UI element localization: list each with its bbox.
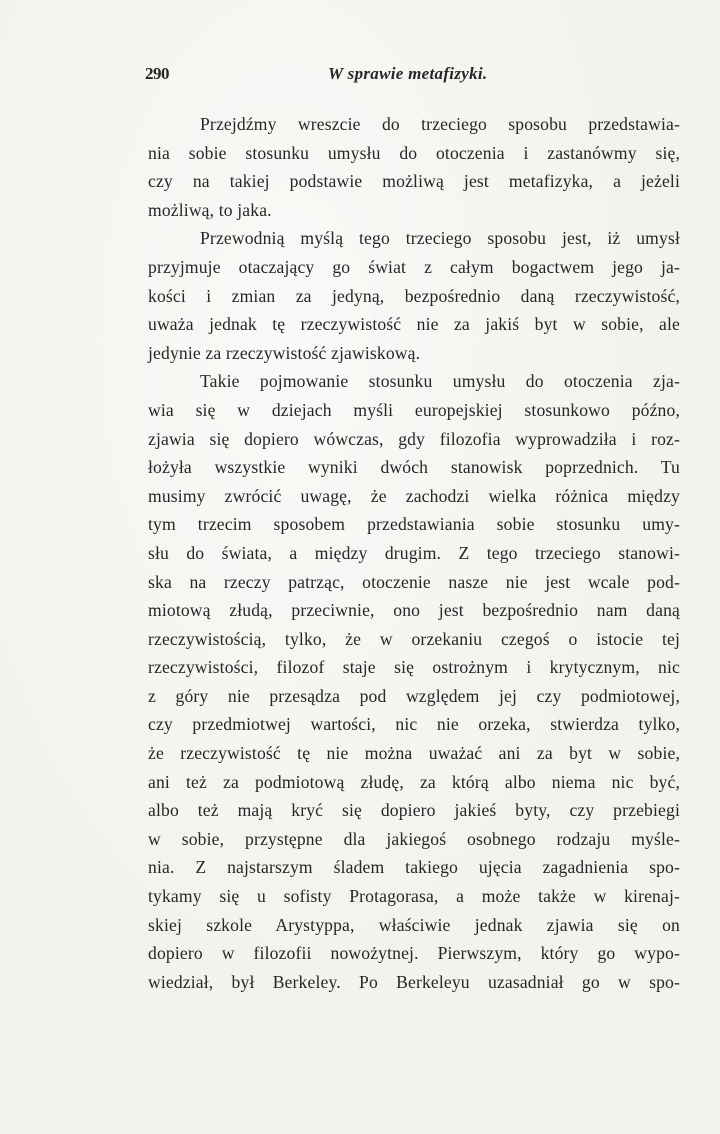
text-line: skiej szkole Arystyppa, właściwie jednak zjawia się on — [148, 914, 680, 935]
text-line: w sobie, przystępne dla jakiegoś osobnego rodzaju myśle- — [148, 828, 680, 849]
text-line: Przewodnią myślą tego trzeciego sposobu jest, iż umysł — [200, 228, 680, 249]
text-line: czy przedmiotwej wartości, nic nie orzeka, stwierdza tylko, — [148, 714, 680, 735]
text-line: jedynie za rzeczywistość zjawiskową. — [148, 342, 421, 363]
paragraph — [148, 367, 680, 996]
text-line: rzeczywistości, filozof staje się ostrożnym i krytycznym, nic — [148, 657, 680, 678]
text-line: z góry nie przesądza pod względem jej czy podmiotowej, — [148, 685, 680, 706]
page-header — [145, 64, 545, 90]
text-line: musimy zwrócić uwagę, że zachodzi wielka różnica między — [148, 485, 680, 506]
text-line: łożyła wszystkie wyniki dwóch stanowisk poprzednich. Tu — [148, 457, 680, 478]
text-line: nia sobie stosunku umysłu do otoczenia i zastanówmy się, — [148, 142, 680, 163]
text-line: uważa jednak tę rzeczywistość nie za jakiś byt w sobie, ale — [148, 314, 680, 335]
text-line: miotową złudą, przeciwnie, ono jest bezpośrednio nam daną — [148, 600, 680, 621]
text-line: rzeczywistością, tylko, że w orzekaniu czegoś o istocie tej — [148, 628, 680, 649]
text-line: Takie pojmowanie stosunku umysłu do otoczenia zja- — [200, 371, 680, 392]
text-line: Przejdźmy wreszcie do trzeciego sposobu przedstawia- — [200, 114, 680, 134]
text-line: nia. Z najstarszym śladem takiego ujęcia zagadnienia spo- — [148, 857, 680, 878]
body-text — [148, 110, 680, 996]
text-line: tym trzecim sposobem przedstawiania sobie stosunku umy- — [148, 514, 680, 535]
text-line: czy na takiej podstawie możliwą jest metafizyka, a jeżeli — [148, 171, 680, 192]
paragraph — [148, 224, 680, 367]
running-title: W sprawie metafizyki. — [328, 64, 488, 83]
text-line: albo też mają kryć się dopiero jakieś byty, czy przebiegi — [148, 800, 680, 821]
text-line: wia się w dziejach myśli europejskiej stosunkowo późno, — [148, 399, 680, 420]
text-line: przyjmuje otaczający go świat z całym bogactwem jego ja- — [148, 256, 680, 277]
text-line: że rzeczywistość tę nie można uważać ani za byt w sobie, — [148, 743, 680, 764]
text-line: ani też za podmiotową złudę, za którą albo niema nic być, — [148, 771, 680, 792]
text-line: słu do świata, a między drugim. Z tego trzeciego stanowi- — [148, 542, 680, 563]
page-number: 290 — [145, 64, 169, 83]
text-line: możliwą, to jaka. — [148, 199, 272, 220]
text-line: wiedział, był Berkeley. Po Berkeleyu uzasadniał go w spo- — [148, 971, 680, 992]
text-line: tykamy się u sofisty Protagorasa, a może także w kirenaj- — [148, 886, 680, 907]
text-line: kości i zmian za jedyną, bezpośrednio daną rzeczywistość, — [148, 285, 680, 306]
text-line: ska na rzeczy patrząc, otoczenie nasze nie jest wcale pod- — [148, 571, 680, 592]
text-line: zjawia się dopiero wówczas, gdy filozofia wyprowadziła i roz- — [148, 428, 680, 449]
text-line: dopiero w filozofii nowożytnej. Pierwszym, który go wypo- — [148, 943, 680, 964]
paragraph — [148, 110, 680, 224]
